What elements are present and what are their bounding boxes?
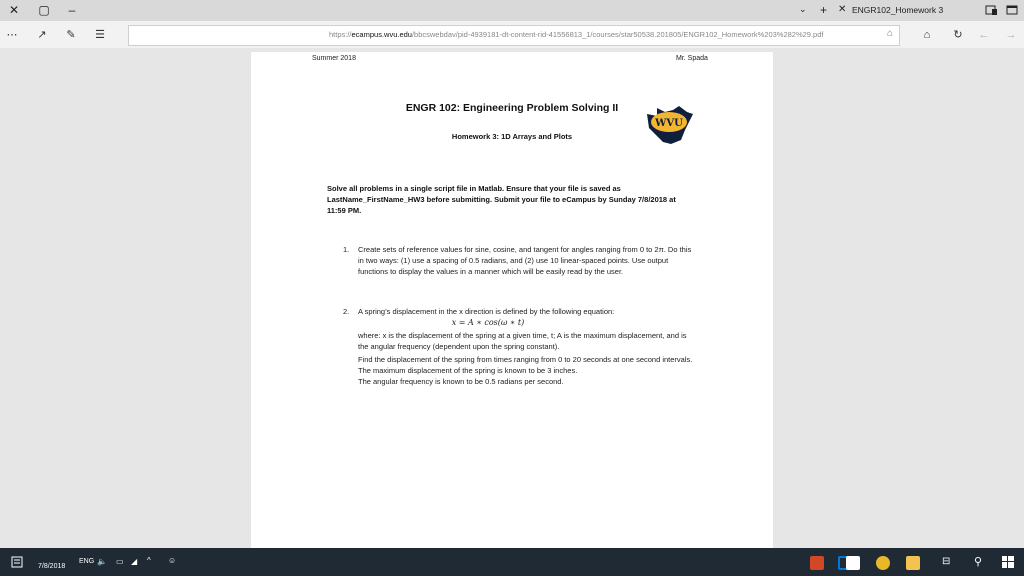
restore-window-icon[interactable]: ▢ — [38, 3, 50, 17]
problem-number: 1. — [343, 245, 350, 254]
problem-given-1: The maximum displacement of the spring is known to be 3 inches. — [358, 366, 578, 375]
pen-icon[interactable]: ✎ — [66, 29, 76, 41]
chrome-icon[interactable] — [876, 556, 890, 570]
instructions: Solve all problems in a single script file in Matlab. Ensure that your file is saved as LastName_FirstName_HW3 before submitting. Submit your file to eCampus by Sunday 7/8/2018 at 11:59 PM. — [327, 184, 676, 215]
url-text[interactable] — [329, 30, 889, 39]
language-indicator[interactable]: ENG — [79, 558, 95, 565]
spring-equation: x = A ∗ cos(ω ∗ t) — [451, 318, 525, 327]
address-bar[interactable] — [128, 25, 900, 46]
favorites-hub-icon[interactable]: ☰ — [95, 29, 105, 41]
file-explorer-icon[interactable] — [906, 556, 920, 570]
minimize-window-icon[interactable]: – — [68, 3, 76, 17]
taskbar — [0, 548, 1024, 576]
wifi-icon[interactable]: ◢ — [131, 557, 138, 566]
logo-text: WVU — [655, 118, 683, 129]
people-icon[interactable]: ☺ — [168, 556, 177, 565]
header-term: Summer 2018 — [312, 55, 356, 62]
problem-text: Create sets of reference values for sine, cosine, and tangent for angles ranging from 0 to 2π. Do this in two ways: (1) use a spacing of 0.5 radians, and (2) use 10 linear-spaced points. Use output functions to display the values in a manner which will be easily read by the user. — [358, 245, 692, 276]
chevron-up-icon[interactable]: ^ — [147, 556, 151, 565]
problem-number: 2. — [343, 307, 350, 316]
document-title: ENGR 102: Engineering Problem Solving II — [405, 102, 619, 114]
taskbar-date[interactable]: 7/8/2018 — [38, 563, 66, 570]
problem-given-2: The angular frequency is known to be 0.5 radians per second. — [358, 377, 564, 386]
search-icon[interactable]: ⚲ — [974, 556, 983, 568]
pdf-page — [251, 52, 773, 552]
start-icon[interactable] — [1002, 556, 1014, 568]
document-subtitle: Homework 3: 1D Arrays and Plots — [451, 132, 573, 141]
more-options-icon[interactable]: ⋯ — [6, 29, 18, 41]
problem-1 — [343, 244, 698, 277]
home-icon[interactable]: ⌂ — [923, 29, 931, 41]
reading-view-icon[interactable]: ⌂ — [886, 28, 893, 39]
refresh-icon[interactable]: ↻ — [953, 29, 963, 41]
task-view-icon[interactable]: ⊟ — [942, 556, 951, 567]
url-host: ecampus.wvu.edu — [351, 30, 412, 39]
problem-where: where: x is the displacement of the spring at a given time, t; A is the maximum displacement, and is the angular frequency (dependent upon the spring constant). — [358, 331, 687, 351]
back-icon[interactable]: ← — [978, 29, 990, 41]
problem-task: Find the displacement of the spring from times ranging from 0 to 20 seconds at one second intervals. — [358, 355, 693, 364]
share-icon[interactable]: ↗ — [37, 29, 47, 41]
close-window-icon[interactable]: ✕ — [8, 3, 20, 17]
title-bar — [0, 0, 1024, 21]
pdf-viewer — [0, 48, 1024, 548]
header-instructor: Mr. Spada — [676, 55, 708, 62]
browser-toolbar — [0, 21, 1024, 49]
tab-preview-icon[interactable] — [1005, 3, 1019, 17]
action-center-icon[interactable] — [10, 555, 24, 569]
wvu-logo — [643, 100, 697, 148]
new-tab-button[interactable]: + — [820, 3, 828, 17]
problem-intro: A spring’s displacement in the x direction is defined by the following equation: — [358, 307, 615, 316]
chevron-down-icon[interactable]: ⌄ — [799, 4, 807, 14]
volume-icon[interactable]: 🔈 — [97, 557, 107, 566]
battery-icon[interactable]: ▭ — [116, 557, 124, 566]
powerpoint-icon[interactable] — [810, 556, 824, 570]
store-icon[interactable] — [846, 556, 860, 570]
close-tab-button[interactable]: ✕ — [838, 4, 847, 15]
problem-2 — [343, 306, 698, 387]
set-tabs-aside-icon[interactable] — [984, 3, 998, 17]
browser-tab[interactable] — [794, 0, 964, 21]
url-prefix: https:// — [329, 30, 352, 39]
url-path: /bbcswebdav/pid-4939181-dt-content-rid-41556813_1/courses/star50538.201805/ENGR102_Homework%203%282%29.pdf — [411, 30, 824, 39]
forward-icon[interactable]: → — [1005, 29, 1017, 41]
tab-title: ENGR102_Homework 3 — [852, 5, 944, 15]
